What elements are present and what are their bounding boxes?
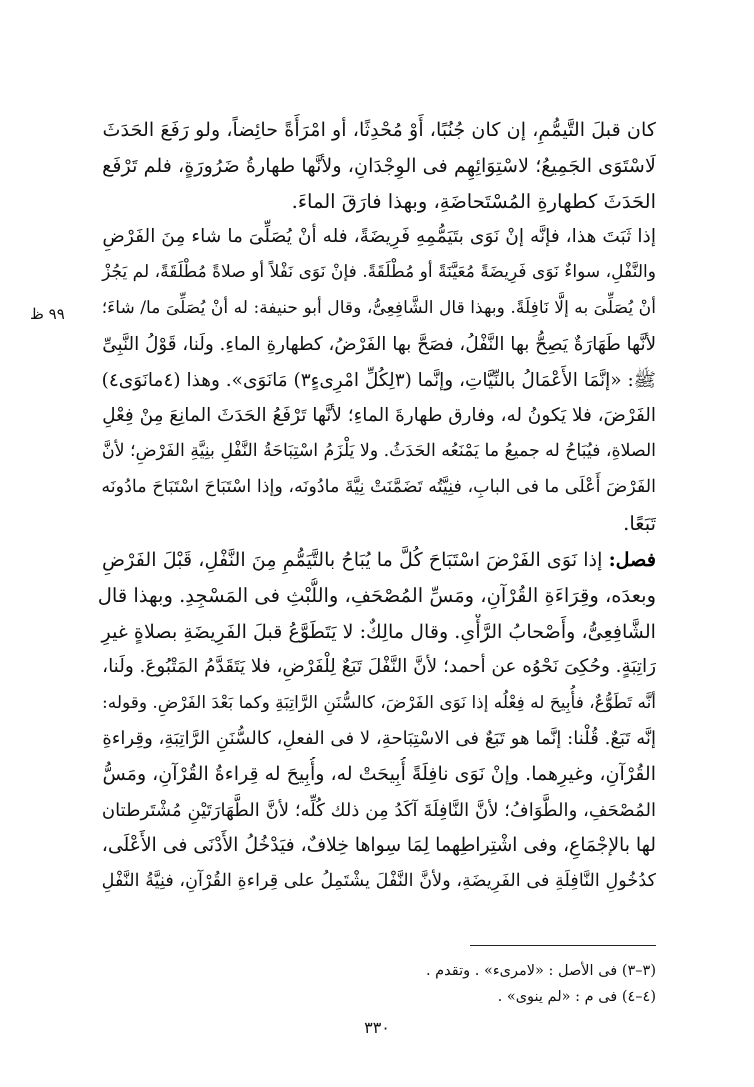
text-line: كان قبلَ التَّيمُّمِ، إن كان جُنُبًا، أَوْ مُحْدِثًا، أو امْرَأَةً حائِضاً، ولو رَفَعَ الحَدَثَ xyxy=(102,118,656,141)
text-line: تَبَعًا. xyxy=(623,511,656,535)
text-line: القُرْآنِ، وغيرِهما. وإنْ نَوَى نافِلَةً أُبِيحَتْ له، وأُبِيحَ له قِراءةُ القُرْآنِ، ومَسُّ xyxy=(102,762,656,785)
text-line: إذا ثَبَتَ هذا، فإنَّه إنْ نَوَى بتَيَمُّمِهِ فَرِيضَةً، فله أنْ يُصَلِّىَ ما شاء مِنَ الفَرْضِ xyxy=(102,226,656,248)
text-line: المُصْحَفِ، والطَّوَافُ؛ لأنَّ النَّافِلَةَ آكَدُ مِن ذلك كُلِّه؛ لأنَّ الطَّهَارَتَيْنِ مُشْتَرطتان xyxy=(101,799,656,821)
text-line: الفَرْضَ أَعْلَى ما فى البابِ، فنِيَّتُه تَضَمَّنَتْ نِيَّةَ مادُونَه، وإذا اسْتَبَاحَ اسْتَبَاحَ مادُونَه xyxy=(101,476,656,497)
text-line: إنَّه تَبَعٌ. قُلْنا: إنَّما هو تَبَعٌ فى الاسْتِبَاحةِ، لا فى الفعلِ، كالسُّنَنِ الرَّاتِبَةِ، وقِراءةِ xyxy=(102,727,656,749)
text-line: إذا نَوَى الفَرْضَ اسْتَبَاحَ كُلَّ ما يُبَاحُ بالتَّيَمُّمِ مِنَ النَّفْلِ، قَبْلَ الفَرْضِ xyxy=(101,548,609,571)
footnote: (٣–٣) فى الأصل : «لامرىء» . وتقدم . xyxy=(425,963,656,979)
text-line: رَاتِبَةٍ. وحُكِىَ نَحْوُه عن أحمد؛ لأنَّ النَّفْلَ تَبَعٌ لِلْفَرْضِ، فلا يَتَقَدَّمُ المَتْبُوعَ. ولَنا، xyxy=(102,656,656,678)
page-number: ٣٣٠ xyxy=(364,1018,390,1037)
main-text xyxy=(96,112,656,542)
section-first-line xyxy=(96,542,656,578)
text-line: الفَرْضَ، فلا يَكونُ له، وفارق طهارةَ الماءِ؛ لأنَّها تَرْفَعُ الحَدَثَ المانِعَ مِنْ فِعْلِ xyxy=(102,405,656,427)
text-line: كدُخُولِ النَّافِلَةِ فى الفَرِيضَةِ، ولأنَّ النَّفْلَ يشْتَمِلُ على قِراءةِ القُرْآنِ، فنِيَّةُ النَّفْلِ xyxy=(101,871,656,892)
text-line: والنَّفْلِ، سواءٌ نَوَى فَرِيضَةً مُعَيَّنَةً أو مُطْلَقَةً. فإنْ نَوَى نَفْلاً أو صلاةً مُطْلَقَةً، لم يَجُزْ xyxy=(102,262,656,283)
text-line: لَاسْتَوَى الجَمِيعُ؛ لاسْتِوَائِهِم فى الوِجْدَانِ، ولأنَّها طهارةُ ضَرُورَةٍ، فلم تَرْفَع xyxy=(102,153,656,177)
margin-folio-note: ٩٩ ظ xyxy=(30,305,65,323)
text-line: لها بالإجْمَاعِ، وفى اشْتِراطِهما لِمَا سِواها خِلافٌ، فيَدْخُلُ الأَدْنَى فى الأَعْلَى، xyxy=(101,835,656,857)
section-heading: فصل: xyxy=(608,548,656,571)
text-line: ﷺ: «إنَّمَا الأَعْمَالُ بالنِّيَّاتِ، وإنَّما (٣لِكُلِّ امْرِىءٍ٣) مَانَوَى». وهذا (٤مانَوَى٤) xyxy=(101,369,656,391)
text-line: أنْ يُصَلِّىَ به إلَّا نَافِلَةً. وبهذا قال الشَّافِعِىُّ، وقال أبو حنيفة: له أنْ يُصَلِّىَ ما/ شاءَ؛ xyxy=(101,297,656,318)
text-line: الشَّافِعِىُّ، وأَصْحابُ الرَّأْىِ. وقال مالِكٌ: لا يَتَطَوَّعُ قبلَ الفَرِيضَةِ بصلاةٍ غيرِ xyxy=(101,619,656,643)
section-text xyxy=(96,542,656,900)
text-line: الحَدَثَ كطهارةِ المُسْتَحاضَةِ، وبهذا فارَقَ الماءَ. xyxy=(291,189,656,213)
footnote-divider xyxy=(470,945,656,946)
text-line: الصلاةِ، فيُبَاحُ له جميعُ ما يَمْنَعُه الحَدَثُ. ولا يَلْزَمُ اسْتِبَاحَةُ النَّفْلِ بنِيَّةِ الفَرْضِ؛ لأنَّ xyxy=(101,441,656,462)
text-line: لأنَّها طَهَارَةٌ يَصِحُّ بها النَّفْلُ، فصَحَّ بها الفَرْضُ، كطهارةِ الماءِ. ولَنا، قَوْلُ النَّبِىِّ xyxy=(102,333,656,355)
footnote: (٤–٤) فى م : «لم ينوى» . xyxy=(497,989,656,1005)
text-line: أنَّه تَطَوُّعٌ، فأُبِيحَ له فِعْلُه إذا نَوَى الفَرْضَ، كالسُّنَنِ الرَّاتِبَةِ وكما بَعْدَ الفَرْضِ. وقوله: xyxy=(102,692,656,713)
text-line: وبعدَه، وقِرَاءَةِ القُرْآنِ، ومَسِّ المُصْحَفِ، واللُّبْثِ فى المَسْجِدِ. وبهذا قال xyxy=(97,583,656,607)
